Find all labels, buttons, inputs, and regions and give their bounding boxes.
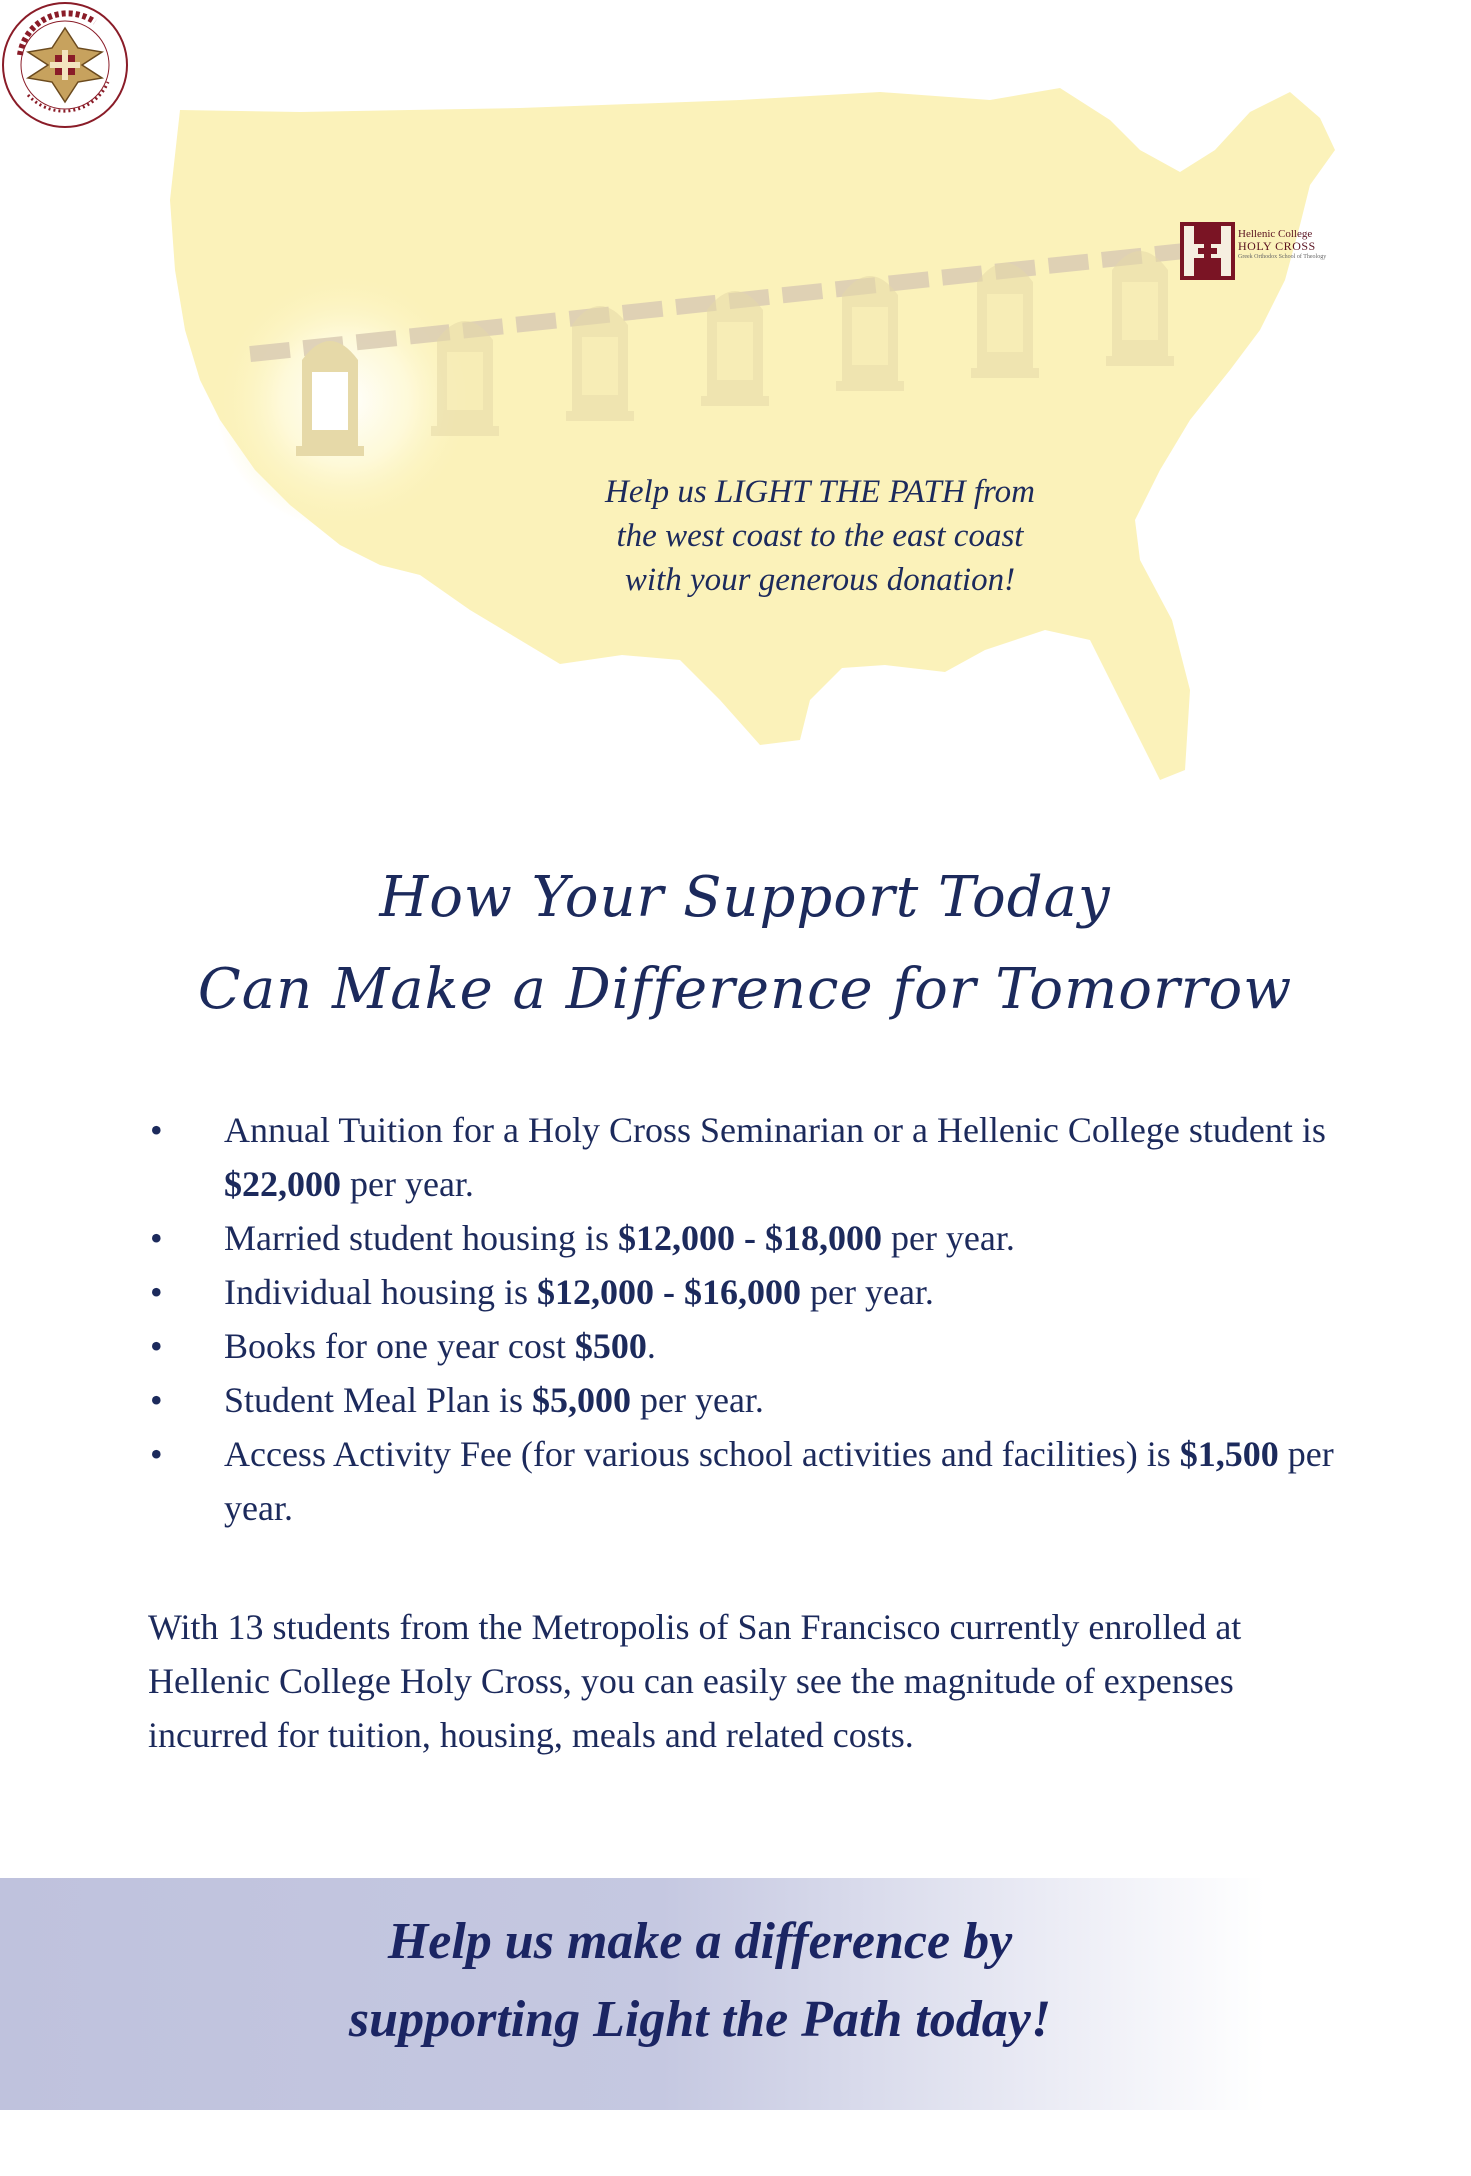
- call-to-action-text: [200, 1903, 1200, 2059]
- cost-list: [150, 1103, 1350, 1535]
- hchc-line-3: Greek Orthodox School of Theology: [1238, 254, 1327, 260]
- cta-line-1: Help us make a difference by: [387, 1913, 1013, 1970]
- lantern-icon: [431, 321, 499, 436]
- lantern-icon: [701, 291, 769, 406]
- hellenic-college-holy-cross-logo: [1180, 222, 1325, 284]
- cost-item-individual-housing: • Individual housing is $12,000 - $16,000 per year.: [150, 1265, 1350, 1319]
- heading-line-1: How Your Support Today: [379, 865, 1111, 930]
- lantern-icon: [566, 306, 634, 421]
- lantern-icon: [1106, 251, 1174, 366]
- philoptochos-seal-icon: [0, 0, 130, 130]
- holy-cross-emblem-icon: [1180, 222, 1235, 280]
- map-tagline: [520, 470, 1120, 602]
- enrollment-paragraph: With 13 students from the Metropolis of San Francisco currently enrolled at Hellenic College Holy Cross, you can easily see the magnitude of expenses incurred for tuition, housing, meals and related costs.: [148, 1607, 1242, 1755]
- hchc-line-2: HOLY CROSS: [1238, 239, 1316, 253]
- lantern-icon: [836, 276, 904, 391]
- section-heading: [130, 852, 1360, 1036]
- us-map: [0, 0, 1471, 820]
- lantern-icon: [971, 263, 1039, 378]
- cost-item-meal-plan: • Student Meal Plan is $5,000 per year.: [150, 1373, 1350, 1427]
- us-map-illustration: [0, 0, 1471, 820]
- cost-item-tuition: • Annual Tuition for a Holy Cross Seminarian or a Hellenic College student is $22,000 per year.: [150, 1103, 1350, 1211]
- tagline-line-2: the west coast to the east coast: [616, 518, 1024, 554]
- cost-item-activity-fee: • Access Activity Fee (for various school activities and facilities) is $1,500 per year.: [150, 1427, 1350, 1535]
- tagline-line-3: with your generous donation!: [624, 562, 1016, 598]
- cost-item-married-housing: • Married student housing is $12,000 - $18,000 per year.: [150, 1211, 1350, 1265]
- lantern-icon: [296, 341, 364, 456]
- cta-line-2: supporting Light the Path today!: [348, 1991, 1052, 2048]
- cost-item-books: • Books for one year cost $500.: [150, 1319, 1350, 1373]
- hchc-line-1: Hellenic College: [1238, 228, 1313, 240]
- tagline-line-1: Help us LIGHT THE PATH from: [605, 474, 1035, 510]
- heading-line-2: Can Make a Difference for Tomorrow: [197, 957, 1293, 1022]
